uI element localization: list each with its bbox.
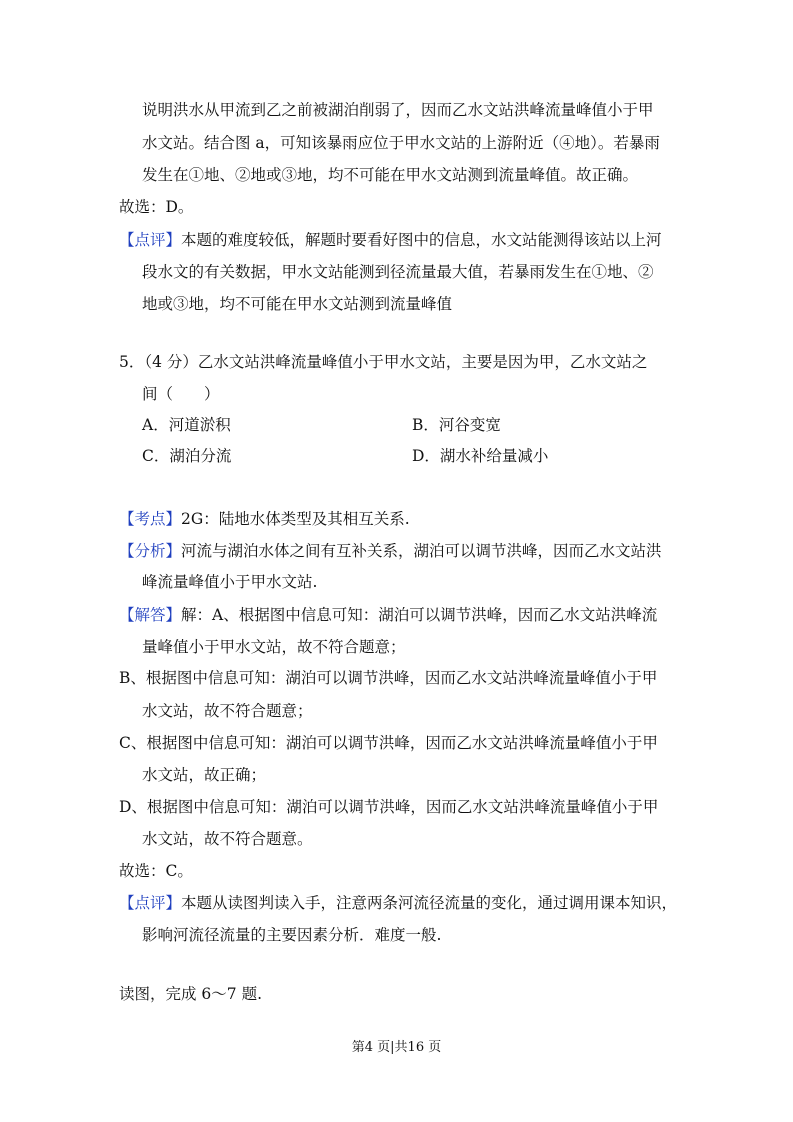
q5-jieda-b-line-2: 水文站，故不符合题意； (142, 702, 313, 720)
prev-comment-line-2: 段水文的有关数据，甲水文站能测到径流量最大值，若暴雨发生在①地、② (142, 263, 654, 281)
q5-comment-line-1 (119, 893, 677, 913)
jieda-text-1: 解：A、根据图中信息可知：湖泊可以调节洪峰，因而乙水文站洪峰流 (181, 606, 658, 624)
q5-jieda-c-line-2: 水文站，故正确； (142, 766, 267, 784)
jieda-tag: 【解答】 (119, 606, 182, 624)
q5-jieda-line-2: 量峰值小于甲水文站，故不符合题意； (142, 638, 406, 656)
q5-option-b: B．河谷变宽 (412, 416, 501, 434)
page-footer: 第4 页|共16 页 (351, 1040, 442, 1055)
q5-kaodian (119, 509, 410, 529)
q5-option-c: C．湖泊分流 (142, 447, 232, 465)
kaodian-tag: 【考点】 (119, 510, 182, 528)
q5-fenxi-line-1 (119, 541, 662, 561)
q5-jieda-line-1 (119, 605, 657, 625)
q5-option-d: D．湖水补给量减小 (412, 447, 549, 465)
q5-comment-line-2: 影响河流径流量的主要因素分析．难度一般. (142, 926, 442, 944)
prev-comment-line-1 (119, 230, 662, 250)
comment-tag: 【点评】 (119, 894, 182, 912)
q5-jieda-c-line-1: C、根据图中信息可知：湖泊可以调节洪峰，因而乙水文站洪峰流量峰值小于甲 (119, 734, 658, 752)
q5-option-a: A．河道淤积 (142, 416, 231, 434)
q5-jieda-d-line-1: D、根据图中信息可知：湖泊可以调节洪峰，因而乙水文站洪峰流量峰值小于甲 (119, 798, 659, 816)
q5-jieda-d-line-2: 水文站，故不符合题意。 (142, 830, 313, 848)
fenxi-tag: 【分析】 (119, 542, 182, 560)
prev-answer: 故选：D。 (119, 198, 194, 216)
q5-stem-line-1: 5．（4 分）乙水文站洪峰流量峰值小于甲水文站，主要是因为甲，乙水文站之 (119, 353, 648, 371)
prev-comment-text-1: 本题的难度较低，解题时要看好图中的信息，水文站能测得该站以上河 (181, 231, 662, 249)
fenxi-text-1: 河流与湖泊水体之间有互补关系，湖泊可以调节洪峰，因而乙水文站洪 (181, 542, 662, 560)
q5-comment-text-1: 本题从读图判读入手，注意两条河流径流量的变化，通过调用课本知识， (181, 894, 678, 912)
q5-answer: 故选：C。 (119, 862, 193, 880)
prev-explanation-line-1: 说明洪水从甲流到乙之前被湖泊削弱了，因而乙水文站洪峰流量峰值小于甲 (142, 101, 654, 119)
q5-stem-line-2: 间（ ） (142, 385, 220, 403)
prev-explanation-line-3: 发生在①地、②地或③地，均不可能在甲水文站测到流量峰值。故正确。 (142, 166, 639, 184)
prev-comment-line-3: 地或③地，均不可能在甲水文站测到流量峰值 (142, 295, 453, 313)
next-question-intro: 读图，完成 6～7 题. (119, 985, 263, 1003)
kaodian-text: 2G：陆地水体类型及其相互关系. (181, 510, 410, 528)
prev-explanation-line-2: 水文站。结合图 a，可知该暴雨应位于甲水文站的上游附近（④地）。若暴雨 (142, 134, 660, 152)
q5-fenxi-line-2: 峰流量峰值小于甲水文站. (142, 573, 318, 591)
q5-jieda-b-line-1: B、根据图中信息可知：湖泊可以调节洪峰，因而乙水文站洪峰流量峰值小于甲 (119, 669, 658, 687)
comment-tag: 【点评】 (119, 231, 182, 249)
